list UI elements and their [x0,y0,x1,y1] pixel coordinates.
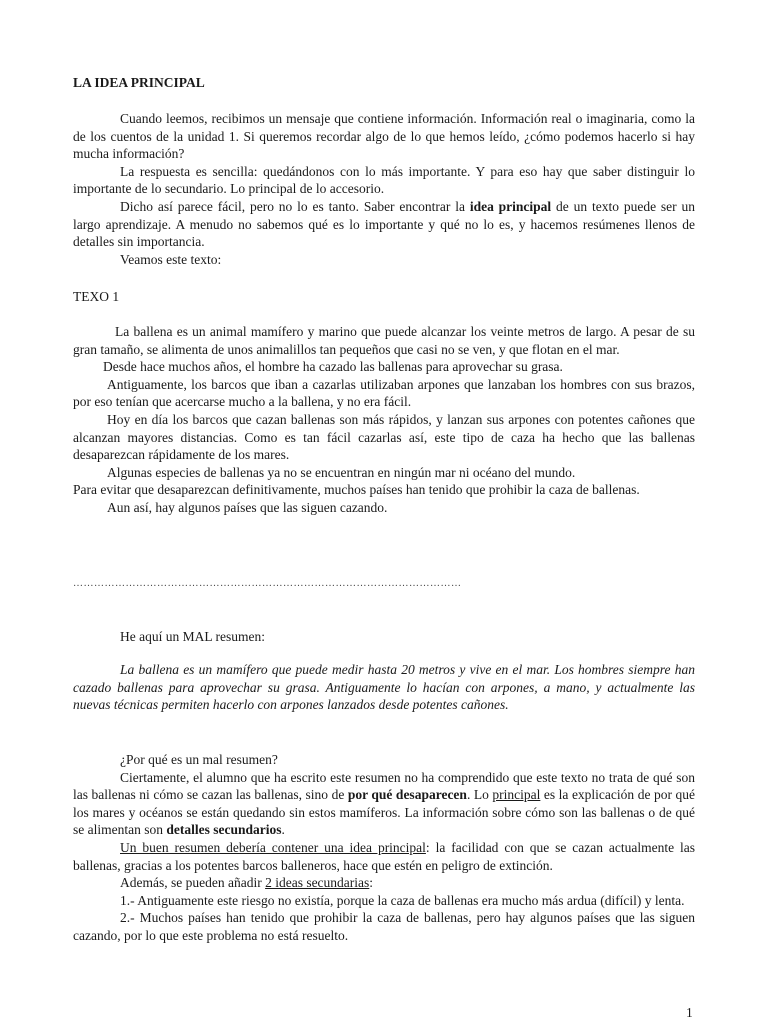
secondary-idea-2: 2.- Muchos países han tenido que prohibir la caza de ballenas, pero hay algunos países que las siguen cazando, por lo que este problema no está resuelto. [73,910,695,943]
texto-paragraph-2: Desde hace muchos años, el hombre ha cazado las ballenas para aprovechar su grasa. [103,359,563,375]
texto-paragraph-1: La ballena es un animal mamífero y marino que puede alcanzar los veinte metros de largo. A pesar de su gran tamaño, se alimenta de unos animalillos tan pequeños que casi no se ven, y que flotan en el mar. [73,324,695,357]
texto-paragraph-4: Hoy en día los barcos que cazan ballenas son más rápidos, y lanzan sus arpones con potentes cañones que alcanzan mayores distancias. Como es tan fácil cazarlas así, este tipo de caza ha hecho que las ballenas desaparezcan rápidamente de los mares. [73,411,695,463]
intro-paragraph-2: La respuesta es sencilla: quedándonos con lo más importante. Y para eso hay que saber distinguir lo importante de lo secundario. Lo principal de lo accesorio. [73,163,695,197]
secondary-idea-1: 1.- Antiguamente este riesgo no existía, porque la caza de ballenas era mucho más ardua (difícil) y lenta. [120,892,685,908]
texto-section [73,323,695,517]
texto-paragraph-3: Antiguamente, los barcos que iban a cazarlas utilizaban arpones que lanzaban los hombres con sus brazos, por eso tenían que acercarse mucho a la ballena, y no era fácil. [73,376,695,410]
texto-paragraph-6: Para evitar que desaparezcan definitivamente, muchos países han tenido que prohibir la caza de ballenas. [73,482,640,498]
texto-heading: TEXO 1 [73,289,120,304]
intro-paragraph-1: Cuando leemos, recibimos un mensaje que contiene información. Información real o imaginaria, como la de los cuentos de la unidad 1. Si queremos recordar algo de lo que hemos leído, ¿cómo podemos hacerlo si hay mucha información? [73,111,695,162]
analysis-section [73,751,695,945]
analysis-question: ¿Por qué es un mal resumen? [120,752,278,767]
texto-paragraph-7: Aun así, hay algunos países que las siguen cazando. [107,499,388,515]
analysis-paragraph-1: Ciertamente, el alumno que ha escrito este resumen no ha comprendido que este texto no trata de qué son las ballenas ni cómo se cazan las ballenas, sino de por qué desaparecen. Lo principal es la explicación de por qué los mares y océanos se están quedando sin estos mamíferos. La información sobre cómo son las ballenas o de qué se alimentan son detalles secundarios. [73,769,695,838]
detalles-secundarios-bold: detalles secundarios [166,822,282,838]
intro-section [73,110,695,268]
analysis-paragraph-2: Un buen resumen debería contener una idea principal: la facilidad con que se cazan actualmente las ballenas, gracias a los potentes barcos balleneros, hace que estén en peligro de extinción. [73,839,695,873]
texto-paragraph-5: Algunas especies de ballenas ya no se encuentran en ningún mar ni océano del mundo. [107,464,576,480]
buen-resumen-underline: Un buen resumen debería contener una idea principal [120,839,426,855]
analysis-paragraph-3: Además, se pueden añadir 2 ideas secundarias: [120,875,374,891]
por-que-desaparecen-bold: por qué desaparecen [347,787,467,803]
document-title: LA IDEA PRINCIPAL [73,75,205,90]
intro-paragraph-4: Veamos este texto: [120,251,222,267]
dotted-separator: ………………………………………………………………………………………………… [73,578,462,587]
idea-principal-bold: idea principal [469,198,552,214]
mal-resumen-heading: He aquí un MAL resumen: [120,629,265,644]
ideas-secundarias-underline: 2 ideas secundarias [265,875,370,891]
mal-resumen-text: La ballena es un mamífero que puede medir hasta 20 metros y vive en el mar. Los hombres siempre han cazado ballenas para aprovechar su grasa. Antiguamente lo hacían con arpones, a mano, y actualmente las nuevas técnicas permiten hacerlo con arpones lanzados desde potentes cañones. [73,662,695,713]
principal-underline: principal [492,787,541,803]
intro-paragraph-3: Dicho así parece fácil, pero no lo es tanto. Saber encontrar la idea principal de un texto puede ser un largo aprendizaje. A menudo no sabemos qué es lo importante y qué no lo es, y hacemos resúmenes llenos de detalles sin importancia. [73,198,695,250]
page-number: 1 [686,1005,693,1020]
